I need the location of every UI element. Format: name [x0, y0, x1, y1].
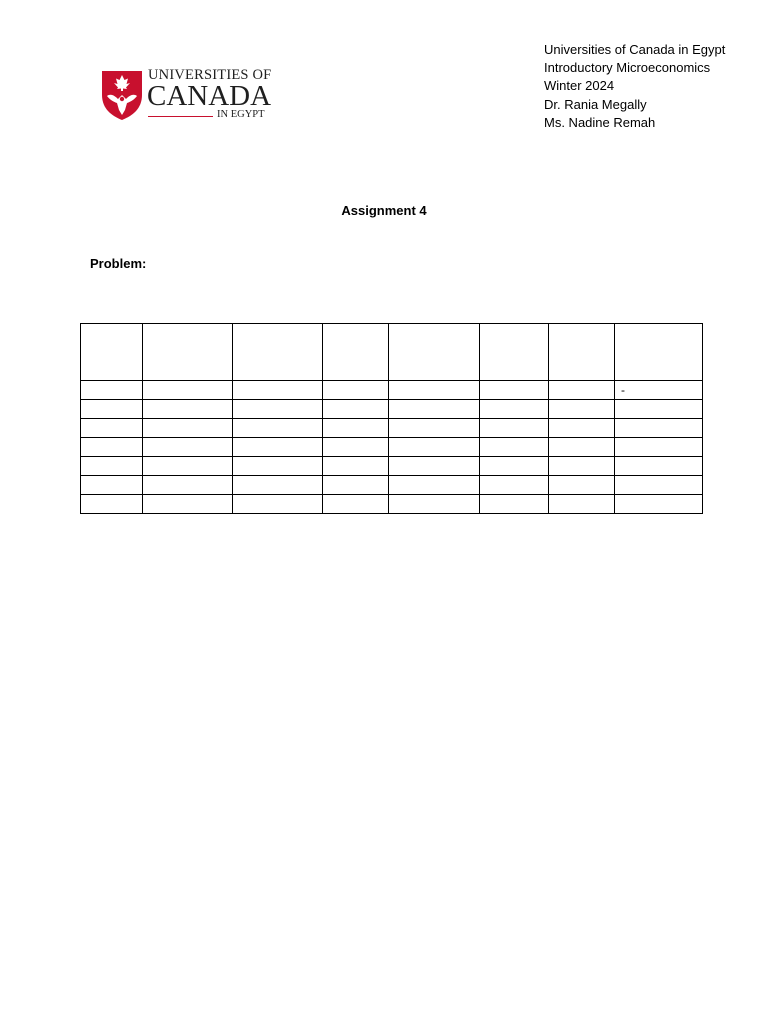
table-header-cell	[480, 324, 549, 381]
table-cell	[615, 400, 703, 419]
table-cell	[143, 381, 233, 400]
table-cell	[480, 400, 549, 419]
table-cell	[549, 438, 615, 457]
table-cell	[615, 438, 703, 457]
table-row	[81, 495, 703, 514]
table-cell	[81, 419, 143, 438]
table-cell	[615, 457, 703, 476]
table-header-cell	[323, 324, 389, 381]
maple-leaf-eagle-shield-icon	[100, 69, 144, 121]
table-cell	[233, 457, 323, 476]
table-cell	[615, 419, 703, 438]
term: Winter 2024	[544, 78, 615, 94]
table-cell	[233, 438, 323, 457]
logo-text-universities-of: UNIVERSITIES OF	[148, 67, 272, 83]
table-header-cell	[389, 324, 480, 381]
table-row	[81, 476, 703, 495]
table-cell	[323, 495, 389, 514]
table-cell	[81, 400, 143, 419]
table-cell	[389, 419, 480, 438]
table-header-cell	[81, 324, 143, 381]
table-cell	[323, 419, 389, 438]
table-cell	[389, 381, 480, 400]
table-cell	[143, 495, 233, 514]
logo-text-in-egypt: IN EGYPT	[217, 109, 265, 120]
table-header-cell	[615, 324, 703, 381]
table-row	[81, 419, 703, 438]
table-cell	[323, 400, 389, 419]
table-cell	[389, 400, 480, 419]
table-cell	[480, 419, 549, 438]
course-name: Introductory Microeconomics	[544, 60, 711, 76]
table-cell	[615, 495, 703, 514]
table-cell	[549, 419, 615, 438]
university-logo	[100, 66, 275, 126]
table-header-cell	[233, 324, 323, 381]
table-cell	[389, 457, 480, 476]
logo-divider	[148, 116, 213, 117]
table-row	[81, 457, 703, 476]
table-cell	[549, 495, 615, 514]
table-cell	[549, 400, 615, 419]
table-cell	[549, 381, 615, 400]
table-cell: -	[615, 381, 703, 400]
table-header-row	[81, 324, 703, 381]
table-cell	[143, 400, 233, 419]
table-cell	[480, 495, 549, 514]
table-cell	[480, 457, 549, 476]
table-cell	[81, 476, 143, 495]
table-cell	[233, 419, 323, 438]
table-header-cell	[143, 324, 233, 381]
assistant-name: Ms. Nadine Remah	[544, 114, 656, 130]
table-cell	[143, 438, 233, 457]
table-cell	[81, 438, 143, 457]
table-cell	[549, 476, 615, 495]
table-cell	[389, 438, 480, 457]
table-cell	[389, 476, 480, 495]
assignment-title: Assignment 4	[341, 203, 427, 218]
institution-name: Universities of Canada in Egypt	[544, 42, 726, 57]
table-cell	[480, 476, 549, 495]
table-cell	[389, 495, 480, 514]
table-cell	[323, 457, 389, 476]
table-cell	[81, 495, 143, 514]
table-cell	[233, 476, 323, 495]
table-cell	[323, 438, 389, 457]
table-row	[81, 381, 703, 400]
table-cell	[480, 381, 549, 400]
problem-table	[80, 323, 703, 514]
table-cell	[615, 476, 703, 495]
table-cell	[81, 457, 143, 476]
table-cell	[233, 381, 323, 400]
table-row	[81, 438, 703, 457]
logo-text-canada: CANADA	[147, 80, 272, 112]
instructor-name: Dr. Rania Megally	[544, 96, 647, 112]
table-cell	[549, 457, 615, 476]
table-cell	[233, 495, 323, 514]
table-cell	[480, 438, 549, 457]
course-info-block	[544, 41, 725, 132]
table-header-cell	[549, 324, 615, 381]
table-cell	[81, 381, 143, 400]
table-cell	[143, 419, 233, 438]
table-cell	[143, 457, 233, 476]
table-row	[81, 400, 703, 419]
problem-heading: Problem:	[90, 256, 147, 271]
table-cell	[233, 400, 323, 419]
table-cell	[323, 381, 389, 400]
table-cell	[143, 476, 233, 495]
table-cell	[323, 476, 389, 495]
